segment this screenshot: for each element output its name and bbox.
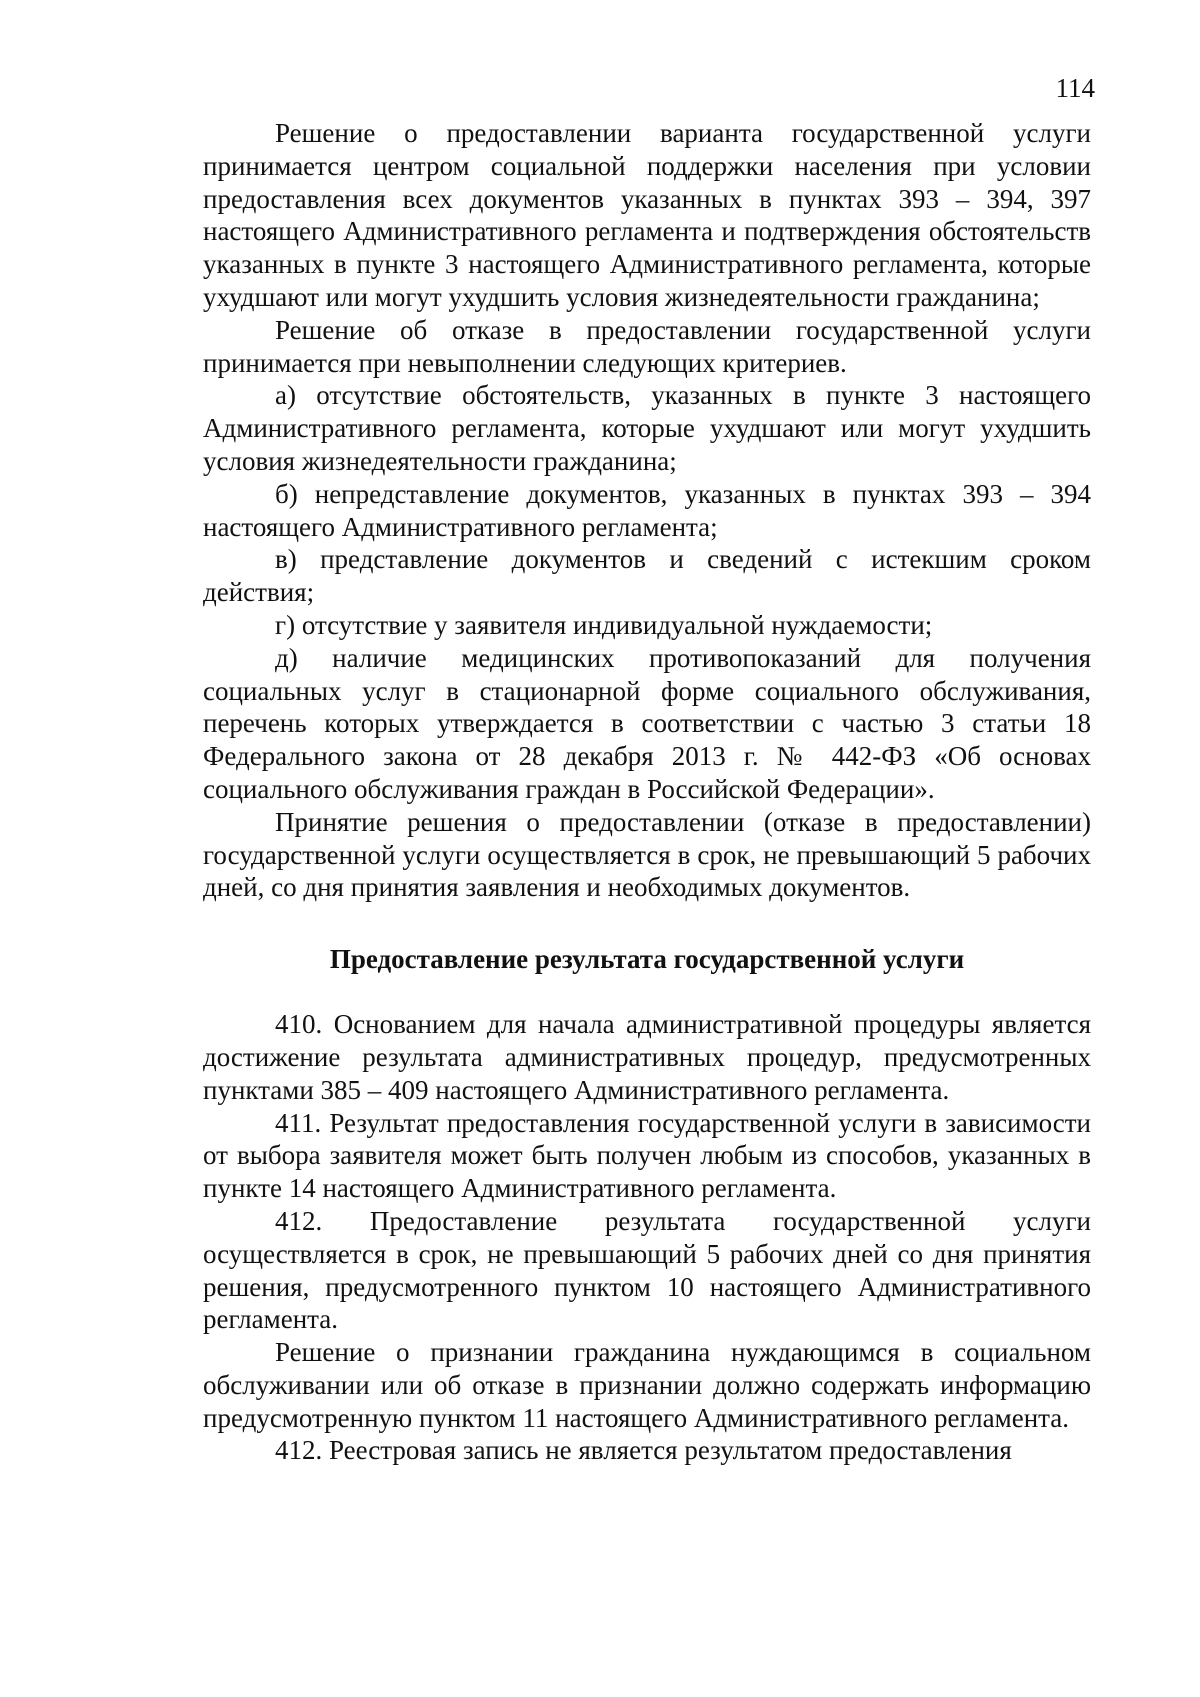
paragraph-variant-decision: Решение о предоставлении варианта государственной услуги принимается центром социальной поддержки населения при условии предоставления всех документов указанных в пунктах 393 – 394, 397 настоящего Административного регламента и подтверждения обстоятельств указанных в пункте 3 настоящего Административного регламента, которые ухудшают или могут ухудшить условия жизнедеятельности гражданина; [203,118,1091,312]
criterion-c: в) представление документов и сведений с истекшим сроком действия; [203,544,1091,608]
clause-412-result: 412. Предоставление результата государственной услуги осуществляется в срок, не превышающий 5 рабочих дней со дня принятия решения, предусмотренного пунктом 10 настоящего Административного регламента. [203,1205,1091,1335]
criterion-d: г) отсутствие у заявителя индивидуальной нуждаемости; [275,609,933,640]
clause-411: 411. Результат предоставления государственной услуги в зависимости от выбора заявителя может быть получен любым из способов, указанных в пункте 14 настоящего Административного регламента. [203,1107,1091,1204]
paragraph-recognition-decision: Решение о признании гражданина нуждающимся в социальном обслуживании или об отказе в признании должно содержать информацию предусмотренную пунктом 11 настоящего Административного регламента. [203,1337,1091,1433]
paragraph-refusal-decision: Решение об отказе в предоставлении государственной услуги принимается при невыполнении следующих критериев. [203,314,1091,378]
criterion-e: д) наличие медицинских противопоказаний для получения социальных услуг в стационарной форме социального обслуживания, перечень которых утверждается в соответствии с частью 3 статьи 18 Федерального закона от 28 декабря 2013 г. № 442-ФЗ «Об основах социального обслуживания граждан в Российской Федерации». [203,642,1091,804]
clause-412-registry: 412. Реестровая запись не является результатом предоставления [275,1435,1012,1466]
section-heading: Предоставление результата государственной услуги [329,944,965,975]
criterion-b: б) непредставление документов, указанных в пунктах 393 – 394 настоящего Административного регламента; [203,478,1091,542]
document-body [203,117,1091,1467]
clause-410: 410. Основанием для начала административной процедуры является достижение результата административных процедур, предусмотренных пунктами 385 – 409 настоящего Административного регламента. [203,1009,1091,1105]
criterion-a: а) отсутствие обстоятельств, указанных в пункте 3 настоящего Административного регламента, которые ухудшают или могут ухудшить условия жизнедеятельности гражданина; [203,380,1091,476]
paragraph-decision-term: Принятие решения о предоставлении (отказе в предоставлении) государственной услуги осуществляется в срок, не превышающий 5 рабочих дней, со дня принятия заявления и необходимых документов. [203,806,1091,903]
page-number: 114 [1055,73,1095,103]
